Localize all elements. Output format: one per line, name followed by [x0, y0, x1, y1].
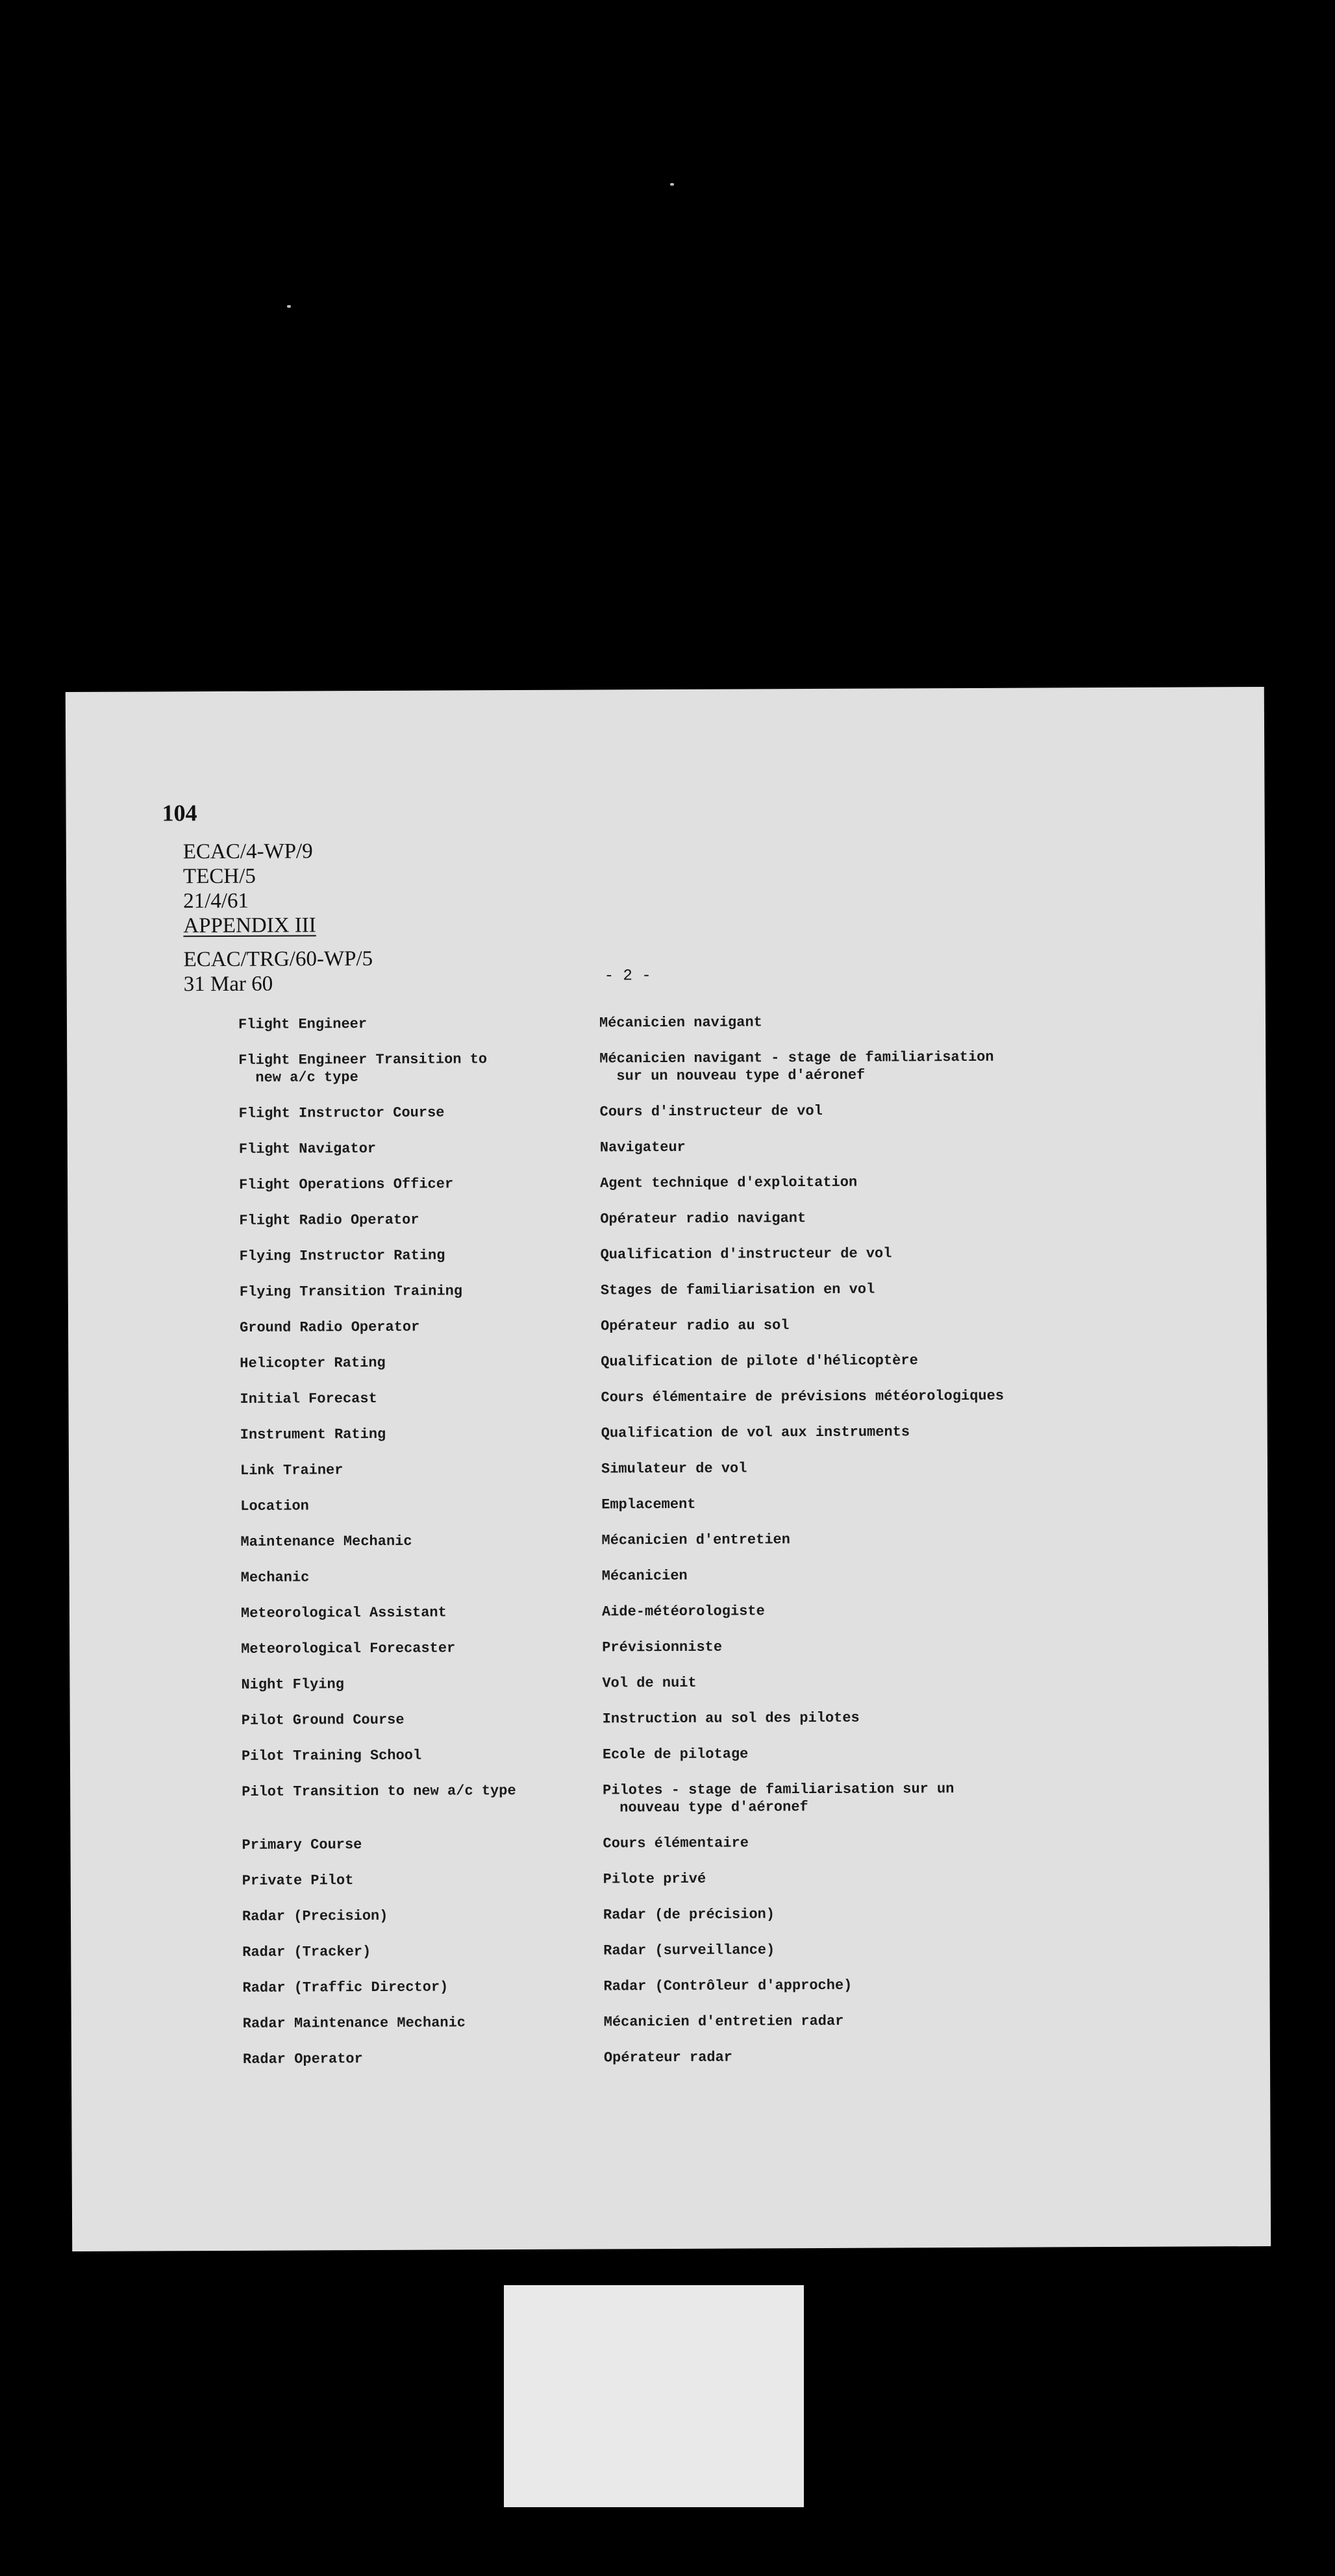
english-term-line: Instrument Rating	[240, 1426, 386, 1443]
source-reference-block	[183, 947, 373, 997]
blank-card	[504, 2285, 804, 2507]
french-term-line: Qualification de pilote d'hélicoptère	[601, 1352, 918, 1370]
english-term-line: Initial Forecast	[240, 1390, 377, 1407]
french-term	[603, 1708, 1096, 1728]
english-term	[240, 1282, 590, 1301]
english-term-line: Night Flying	[241, 1676, 344, 1693]
french-term	[601, 1315, 1094, 1335]
glossary-row	[241, 1565, 1150, 1605]
glossary-row	[242, 1940, 1151, 1979]
english-term	[240, 1496, 591, 1515]
english-term	[243, 2050, 593, 2068]
french-term	[601, 1351, 1094, 1370]
english-term	[240, 1318, 590, 1337]
french-term	[600, 1208, 1093, 1228]
english-term-line: Flight Instructor Course	[238, 1104, 445, 1122]
english-term	[241, 1675, 592, 1694]
french-term	[601, 1280, 1094, 1299]
french-term-line: Cours élémentaire	[603, 1835, 749, 1852]
glossary-row	[240, 1530, 1149, 1569]
french-term-line: sur un nouveau type d'aéronef	[616, 1067, 866, 1085]
glossary-row	[240, 1244, 1149, 1283]
english-term-line: Flight Engineer	[238, 1016, 368, 1033]
french-term-line: nouveau type d'aéronef	[619, 1799, 808, 1816]
french-term-line: Agent technique d'exploitation	[600, 1174, 858, 1192]
english-term-line: Flying Transition Training	[239, 1283, 463, 1300]
french-term-line: Instruction au sol des pilotes	[602, 1709, 860, 1728]
english-term-line: new a/c type	[255, 1069, 358, 1086]
glossary-row	[242, 1833, 1151, 1872]
french-term-line: Qualification d'instructeur de vol	[600, 1245, 892, 1263]
reference-line: ECAC/TRG/60-WP/5	[183, 947, 373, 972]
english-term-line: Pilot Transition to new a/c type	[242, 1783, 516, 1800]
english-term-line: Flight Engineer Transition to	[238, 1051, 488, 1069]
reference-line: 31 Mar 60	[183, 972, 273, 997]
french-term	[600, 1172, 1093, 1192]
french-term-line: Opérateur radio au sol	[600, 1317, 790, 1335]
french-term-line: Mécanicien d'entretien	[601, 1531, 790, 1549]
english-term	[239, 1211, 590, 1230]
glossary-row	[238, 1012, 1147, 1052]
french-term-line: Mécanicien navigant - stage de familiarisation	[599, 1048, 994, 1067]
english-term	[242, 1711, 592, 1729]
english-term-line: Link Trainer	[240, 1462, 343, 1479]
french-term	[601, 1387, 1094, 1406]
glossary-row	[241, 1637, 1150, 1676]
glossary-row	[242, 1744, 1151, 1783]
french-term	[603, 1833, 1096, 1852]
english-term-line: Flying Instructor Rating	[239, 1247, 445, 1265]
french-term	[604, 2047, 1097, 2066]
french-term-line: Mécanicien	[601, 1567, 688, 1585]
english-term-line: Private Pilot	[242, 1872, 354, 1889]
french-term	[600, 1101, 1093, 1121]
french-term	[602, 1601, 1095, 1620]
glossary-row	[241, 1672, 1150, 1712]
glossary-row	[239, 1208, 1148, 1248]
english-term	[242, 1871, 593, 1890]
english-term	[238, 1015, 589, 1034]
english-term	[240, 1354, 590, 1372]
french-term	[604, 2011, 1097, 2031]
french-term	[603, 1940, 1097, 1959]
english-term	[240, 1246, 590, 1265]
english-term	[242, 1978, 593, 1997]
scanned-page	[66, 687, 1271, 2251]
reference-block	[183, 839, 316, 938]
english-term	[242, 1907, 593, 1926]
french-term	[601, 1422, 1095, 1442]
french-term-line: Vol de nuit	[602, 1674, 697, 1692]
glossary-row	[242, 1779, 1151, 1837]
french-term-line: Pilote privé	[603, 1870, 706, 1888]
french-term-line: Opérateur radar	[603, 2049, 733, 2066]
french-term-line: Ecole de pilotage	[602, 1746, 749, 1763]
english-term	[240, 1461, 591, 1480]
english-term-line: Flight Navigator	[238, 1140, 377, 1158]
french-term-line: Radar (de précision)	[603, 1906, 775, 1924]
english-term	[239, 1175, 590, 1194]
english-term-line: Radar (Traffic Director)	[242, 1979, 449, 1996]
english-term-line: Radar (Tracker)	[242, 1944, 371, 1961]
reference-line: TECH/5	[182, 864, 256, 889]
page-marker: - 2 -	[604, 967, 651, 985]
english-term	[242, 1746, 592, 1765]
french-term	[599, 1012, 1093, 1032]
english-term-line: Primary Course	[242, 1837, 362, 1853]
english-term	[240, 1532, 591, 1551]
french-term-line: Cours élémentaire de prévisions météorologiques	[601, 1387, 1004, 1406]
reference-line: 21/4/61	[183, 889, 249, 913]
glossary-row	[239, 1172, 1148, 1212]
glossary-row	[240, 1422, 1149, 1462]
english-term-line: Maintenance Mechanic	[240, 1533, 412, 1550]
english-term-line: Meteorological Assistant	[240, 1604, 447, 1622]
glossary-row	[239, 1101, 1148, 1141]
english-term-line: Pilot Ground Course	[241, 1711, 405, 1729]
english-term-line: Ground Radio Operator	[239, 1319, 420, 1336]
glossary-row	[240, 1494, 1149, 1533]
english-term-line: Radar Operator	[242, 2051, 363, 2068]
french-term	[603, 1868, 1097, 1888]
french-term	[602, 1565, 1095, 1585]
glossary-list	[238, 1012, 1152, 2087]
french-term-line: Mécanicien navigant	[599, 1014, 762, 1032]
glossary-row	[239, 1137, 1148, 1176]
glossary-row	[240, 1387, 1149, 1426]
english-term	[243, 2014, 593, 2033]
english-term-line: Flight Radio Operator	[239, 1211, 419, 1229]
french-term	[599, 1048, 1093, 1085]
glossary-row	[240, 1458, 1149, 1498]
french-term-line: Prévisionniste	[602, 1639, 723, 1656]
appendix-heading: APPENDIX III	[183, 913, 316, 938]
french-term	[602, 1637, 1095, 1656]
french-term	[603, 1744, 1096, 1763]
glossary-row	[242, 1904, 1151, 1944]
french-term-line: Stages de familiarisation en vol	[600, 1281, 875, 1299]
french-term	[601, 1530, 1095, 1549]
english-term	[242, 1835, 592, 1854]
english-term-line: Pilot Training School	[241, 1747, 422, 1765]
english-term-line: Radar Maintenance Mechanic	[242, 2014, 466, 2032]
glossary-row	[238, 1048, 1147, 1105]
french-term-line: Emplacement	[601, 1496, 696, 1513]
dust-speck	[287, 305, 291, 308]
english-term	[241, 1639, 592, 1658]
french-term	[601, 1458, 1095, 1478]
glossary-row	[242, 1975, 1151, 2015]
glossary-row	[242, 1868, 1151, 1908]
english-term	[240, 1425, 591, 1444]
english-term	[239, 1139, 590, 1158]
glossary-row	[242, 1708, 1151, 1748]
french-term-line: Opérateur radio navigant	[600, 1210, 806, 1228]
reference-line: ECAC/4-WP/9	[182, 839, 313, 864]
french-term	[600, 1137, 1093, 1156]
french-term-line: Radar (surveillance)	[603, 1942, 775, 1959]
page-number: 104	[162, 800, 197, 826]
english-term	[242, 1942, 593, 1961]
french-term-line: Mécanicien d'entretien radar	[603, 2012, 844, 2031]
english-term-line: Radar (Precision)	[242, 1907, 388, 1925]
english-term	[238, 1050, 589, 1087]
english-term	[240, 1389, 590, 1408]
english-term-line: Mechanic	[240, 1569, 310, 1586]
french-term-line: Aide-météorologiste	[601, 1603, 765, 1620]
french-term-line: Cours d'instructeur de vol	[599, 1102, 823, 1121]
glossary-row	[240, 1315, 1149, 1355]
french-term	[603, 1975, 1097, 1995]
english-term-line: Helicopter Rating	[240, 1354, 386, 1372]
english-term-line: Location	[240, 1498, 309, 1515]
french-term-line: Radar (Contrôleur d'approche)	[603, 1977, 853, 1995]
french-term	[602, 1672, 1095, 1692]
english-term	[242, 1782, 592, 1801]
english-term	[239, 1104, 590, 1122]
french-term-line: Navigateur	[599, 1139, 686, 1156]
glossary-row	[240, 1280, 1149, 1319]
french-term	[601, 1494, 1095, 1513]
french-term	[603, 1779, 1096, 1816]
english-term-line: Flight Operations Officer	[239, 1176, 454, 1193]
dust-speck	[670, 183, 674, 186]
english-term	[241, 1604, 592, 1622]
glossary-row	[243, 2011, 1152, 2051]
english-term	[241, 1568, 592, 1587]
glossary-row	[243, 2047, 1152, 2087]
french-term	[601, 1244, 1094, 1263]
glossary-row	[240, 1351, 1149, 1391]
glossary-row	[241, 1601, 1150, 1641]
french-term	[603, 1904, 1097, 1924]
french-term-line: Qualification de vol aux instruments	[601, 1424, 910, 1442]
french-term-line: Pilotes - stage de familiarisation sur un	[603, 1781, 954, 1799]
english-term-line: Meteorological Forecaster	[241, 1640, 456, 1657]
french-term-line: Simulateur de vol	[601, 1460, 747, 1478]
